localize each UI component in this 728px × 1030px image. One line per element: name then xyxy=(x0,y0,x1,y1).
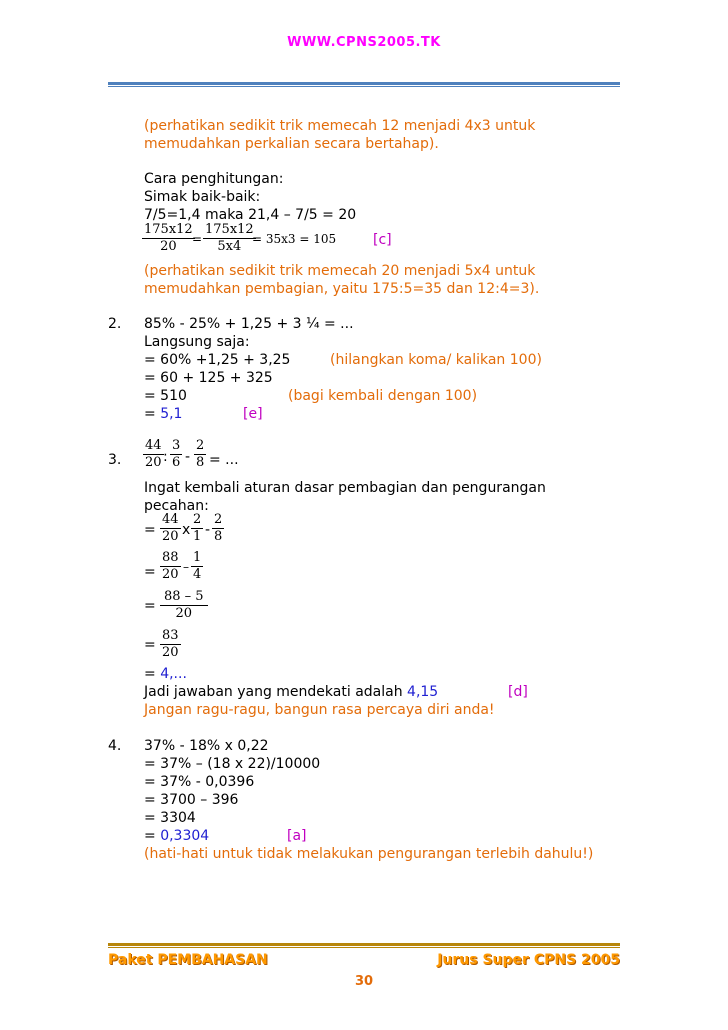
conclusion-line xyxy=(144,683,438,701)
note-line: (perhatikan sedikit trik memecah 20 menjadi 5x4 untuk xyxy=(144,263,536,279)
text-line: = 37% - 0,0396 xyxy=(144,774,255,790)
numerator: 2 xyxy=(196,438,205,453)
result-prefix: = xyxy=(144,406,161,422)
page-number: 30 xyxy=(354,974,374,989)
denominator: 8 xyxy=(196,455,205,470)
text-line: Simak baik-baik: xyxy=(144,189,261,205)
equals-sign: = xyxy=(144,522,156,538)
operator: - xyxy=(185,449,191,465)
text-line: = 3700 – 396 xyxy=(144,792,239,808)
result-value: 5,1 xyxy=(160,406,183,422)
footer-right-title: Jurus Super CPNS 2005 xyxy=(437,952,620,968)
operator: x xyxy=(182,522,191,538)
denominator: 20 xyxy=(145,455,162,470)
fraction xyxy=(160,550,181,583)
result-value: 0,3304 xyxy=(160,828,210,844)
header-url: WWW.CPNS2005.TK xyxy=(287,35,441,50)
result-line xyxy=(144,665,187,683)
numerator: 2 xyxy=(214,512,223,527)
question-text: 85% - 25% + 1,25 + 3 ¼ = ... xyxy=(144,316,354,332)
fraction xyxy=(142,222,195,255)
denominator: 20 xyxy=(160,239,177,254)
numerator: 83 xyxy=(162,628,179,643)
numerator: 88 – 5 xyxy=(160,589,208,606)
text-line: Langsung saja: xyxy=(144,334,250,350)
question-number: 2. xyxy=(108,316,122,332)
note-line: (hati-hati untuk tidak melakukan pengurangan terlebih dahulu!) xyxy=(144,846,594,862)
denominator: 20 xyxy=(162,645,179,660)
fraction xyxy=(170,438,182,471)
result-value: 4,... xyxy=(160,666,187,682)
answer-label: [a] xyxy=(287,828,307,844)
fraction xyxy=(212,512,224,545)
equation-rest: = 35x3 = 105 xyxy=(252,232,337,246)
text-line: = 510 xyxy=(144,388,187,404)
text-line: = 60% +1,25 + 3,25 xyxy=(144,352,291,368)
denominator: 20 xyxy=(162,567,179,582)
question-number: 3. xyxy=(108,452,122,468)
fraction xyxy=(203,222,256,255)
denominator: 8 xyxy=(214,529,223,544)
result-line xyxy=(144,405,182,423)
header-rule-thin xyxy=(108,86,620,87)
question-number: 4. xyxy=(108,738,122,754)
footer-rule-thin xyxy=(108,947,620,948)
numerator: 1 xyxy=(193,550,202,565)
operator: – xyxy=(183,560,189,574)
denominator: 4 xyxy=(193,567,202,582)
footer-left-title: Paket PEMBAHASAN xyxy=(108,952,268,968)
answer-label: [e] xyxy=(243,406,263,422)
fraction xyxy=(160,512,181,545)
operator: - xyxy=(205,522,211,538)
answer-label: [c] xyxy=(373,232,392,248)
numerator: 175x12 xyxy=(205,222,254,237)
answer-label: [d] xyxy=(508,684,528,700)
note-line: memudahkan pembagian, yaitu 175:5=35 dan 12:4=3). xyxy=(144,281,540,297)
numerator: 44 xyxy=(162,512,179,527)
question-tail: = ... xyxy=(209,452,239,468)
motivation-line: Jangan ragu-ragu, bangun rasa percaya diri anda! xyxy=(144,702,495,718)
denominator: 5x4 xyxy=(217,239,242,254)
note-inline: (bagi kembali dengan 100) xyxy=(288,388,478,404)
text-line: Ingat kembali aturan dasar pembagian dan pengurangan xyxy=(144,480,546,496)
note-line: (perhatikan sedikit trik memecah 12 menjadi 4x3 untuk xyxy=(144,118,536,134)
numerator: 175x12 xyxy=(144,222,193,237)
fraction xyxy=(194,438,206,471)
fraction xyxy=(160,628,181,661)
result-line xyxy=(144,827,209,845)
operator: : xyxy=(163,449,168,465)
numerator: 44 xyxy=(145,438,162,453)
note-line: memudahkan perkalian secara bertahap). xyxy=(144,136,439,152)
text-line: = 37% – (18 x 22)/10000 xyxy=(144,756,321,772)
fraction xyxy=(191,550,203,583)
equals-sign: = xyxy=(144,598,156,614)
result-prefix: = xyxy=(144,828,161,844)
equals-sign: = xyxy=(192,232,203,246)
text-line: = 3304 xyxy=(144,810,196,826)
note-inline: (hilangkan koma/ kalikan 100) xyxy=(330,352,542,368)
text-line: pecahan: xyxy=(144,498,209,514)
denominator: 20 xyxy=(175,606,193,621)
fraction xyxy=(191,512,203,545)
conclusion-value: 4,15 xyxy=(407,684,439,700)
numerator: 3 xyxy=(172,438,181,453)
question-text: 37% - 18% x 0,22 xyxy=(144,738,269,754)
result-prefix: = xyxy=(144,666,161,682)
equals-sign: = xyxy=(144,564,156,580)
equals-sign: = xyxy=(144,637,156,653)
header-rule xyxy=(108,82,620,85)
text-line: 7/5=1,4 maka 21,4 – 7/5 = 20 xyxy=(144,207,357,223)
fraction xyxy=(160,589,208,622)
denominator: 6 xyxy=(172,455,181,470)
numerator: 2 xyxy=(193,512,202,527)
denominator: 20 xyxy=(162,529,179,544)
footer-rule xyxy=(108,943,620,946)
conclusion-text: Jadi jawaban yang mendekati adalah xyxy=(144,684,408,700)
text-line: Cara penghitungan: xyxy=(144,171,284,187)
denominator: 1 xyxy=(193,529,202,544)
fraction xyxy=(143,438,164,471)
numerator: 88 xyxy=(162,550,179,565)
text-line: = 60 + 125 + 325 xyxy=(144,370,273,386)
